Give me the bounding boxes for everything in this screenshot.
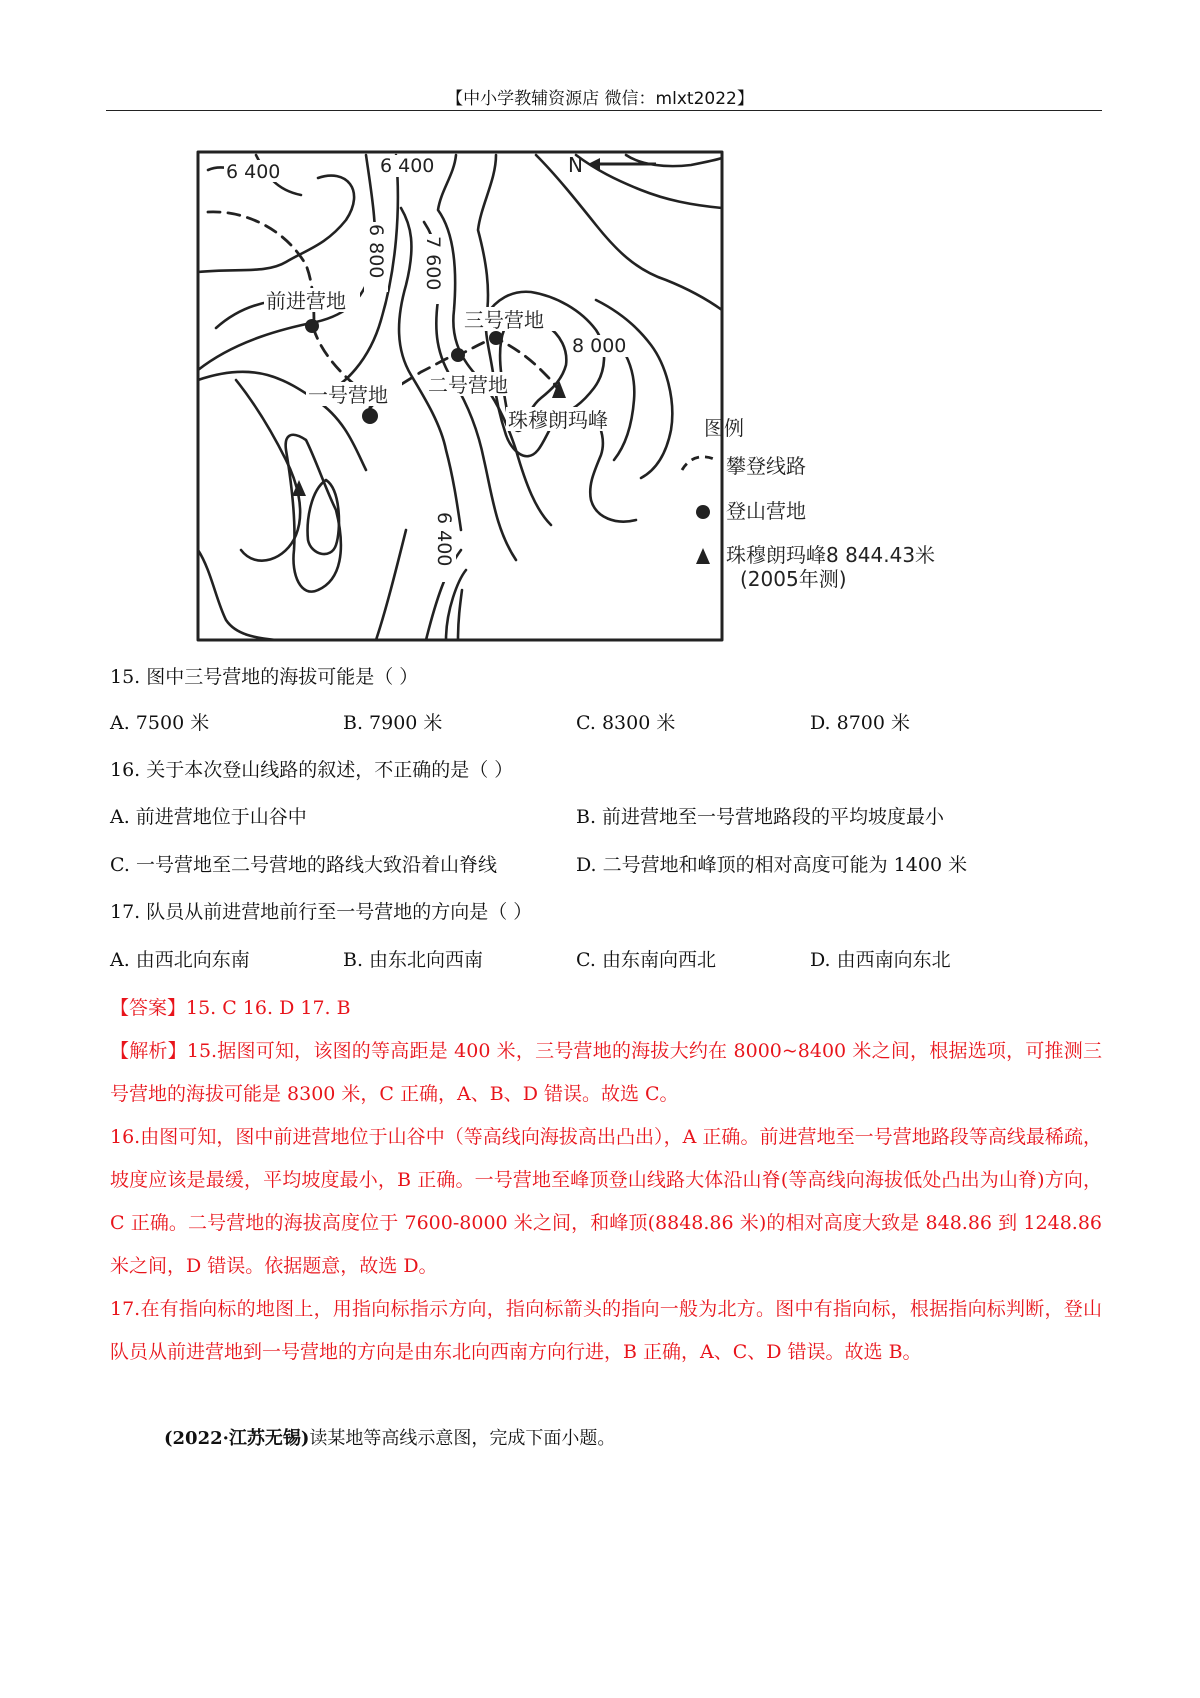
legend-route-label: 攀登线路 bbox=[726, 454, 806, 478]
label-camp-1: 一号营地 bbox=[308, 383, 388, 407]
answer-line: 【答案】15. C 16. D 17. B bbox=[110, 997, 351, 1019]
north-label: N bbox=[568, 153, 583, 177]
contour-label-6400-c: 6 400 bbox=[433, 512, 455, 567]
label-camp-2: 二号营地 bbox=[428, 373, 508, 397]
contour-label-6800: 6 800 bbox=[365, 224, 387, 279]
contour-label-6400-b: 6 400 bbox=[380, 155, 435, 177]
legend-peak-label: 珠穆朗玛峰8 844.43米 bbox=[726, 543, 936, 567]
question-17-option-d: D. 由西南向东北 bbox=[810, 949, 951, 971]
camp-dot-2 bbox=[451, 348, 465, 362]
camp-dot-3 bbox=[489, 331, 503, 345]
contour-line bbox=[198, 550, 276, 640]
label-peak: 珠穆朗玛峰 bbox=[508, 408, 608, 432]
legend-peak-icon bbox=[696, 548, 710, 564]
question-17-stem: 17. 队员从前进营地前行至一号营地的方向是（ ） bbox=[110, 901, 533, 923]
label-camp-3: 三号营地 bbox=[464, 308, 544, 332]
legend-camp-label: 登山营地 bbox=[726, 499, 806, 523]
question-17-option-b: B. 由东北向西南 bbox=[343, 949, 484, 971]
label-advance-camp: 前进营地 bbox=[266, 289, 346, 313]
contour-line bbox=[478, 155, 496, 320]
question-16-option-c: C. 一号营地至二号营地的路线大致沿着山脊线 bbox=[110, 854, 497, 876]
question-16-stem: 16. 关于本次登山线路的叙述，不正确的是（ ） bbox=[110, 759, 514, 781]
contour-line bbox=[308, 480, 339, 554]
question-17-option-c: C. 由东南向西北 bbox=[576, 949, 716, 971]
camp-dot-advance bbox=[305, 319, 319, 333]
legend-peak-note: (2005年测) bbox=[740, 567, 847, 591]
question-15-option-c: C. 8300 米 bbox=[576, 712, 676, 734]
legend-title: 图例 bbox=[704, 416, 744, 440]
contour-line bbox=[286, 435, 341, 592]
next-question-source: (2022·江苏无锡) bbox=[164, 1428, 310, 1449]
explanation-15: 【解析】15.据图可知，该图的等高距是 400 米，三号营地的海拔大约在 8000~8400 米之间，根据选项，可推测三号营地的海拔可能是 8300 米，C 正确，A、B、D 错误。故选 C。 bbox=[110, 1040, 1102, 1105]
header-rule bbox=[106, 110, 1102, 111]
contour-label-6400-a: 6 400 bbox=[226, 161, 281, 183]
question-16-option-d: D. 二号营地和峰顶的相对高度可能为 1400 米 bbox=[576, 854, 968, 876]
contour-map bbox=[196, 150, 1042, 646]
next-question-intro bbox=[164, 1424, 615, 1450]
next-question-text: 读某地等高线示意图，完成下面小题。 bbox=[309, 1428, 616, 1449]
legend-camp-icon bbox=[696, 505, 710, 519]
camp-dot-1 bbox=[362, 408, 378, 424]
contour-line bbox=[536, 155, 722, 310]
question-16-option-a: A. 前进营地位于山谷中 bbox=[110, 806, 307, 828]
explanation-17: 17.在有指向标的地图上，用指向标指示方向，指向标箭头的指向一般为北方。图中有指向标，根据指向标判断，登山队员从前进营地到一号营地的方向是由东北向西南方向行进，B 正确，A、C、D 错误。故选 B。 bbox=[110, 1298, 1102, 1363]
question-16-option-b: B. 前进营地至一号营地路段的平均坡度最小 bbox=[576, 806, 945, 828]
contour-line bbox=[614, 340, 634, 460]
question-15-stem: 15. 图中三号营地的海拔可能是（ ） bbox=[110, 666, 419, 688]
question-15-option-d: D. 8700 米 bbox=[810, 712, 911, 734]
explanation-16: 16.由图可知，图中前进营地位于山谷中（等高线向海拔高出凸出），A 正确。前进营地至一号营地路段等高线最稀疏，坡度应该是最缓，平均坡度最小，B 正确。一号营地至峰顶登山线路大体沿山脊(等高线向海拔低处凸出为山脊)方向，C 正确。二号营地的海拔高度位于 7600-8000 米之间，和峰顶(8848.86 米)的相对高度大致是 848.86 到 1248.86 米之间，D 错误。依据题意，故选 D。 bbox=[110, 1126, 1102, 1277]
contour-label-7600: 7 600 bbox=[422, 236, 444, 291]
peak-triangle-icon bbox=[552, 380, 566, 398]
question-15-option-b: B. 7900 米 bbox=[343, 712, 443, 734]
contour-label-8000: 8 000 bbox=[572, 335, 627, 357]
question-17-option-a: A. 由西北向东南 bbox=[110, 949, 250, 971]
legend-route-icon bbox=[682, 457, 716, 470]
question-15-option-a: A. 7500 米 bbox=[110, 712, 210, 734]
page-header: 【中小学教辅资源店 微信：mlxt2022】 bbox=[446, 89, 754, 109]
